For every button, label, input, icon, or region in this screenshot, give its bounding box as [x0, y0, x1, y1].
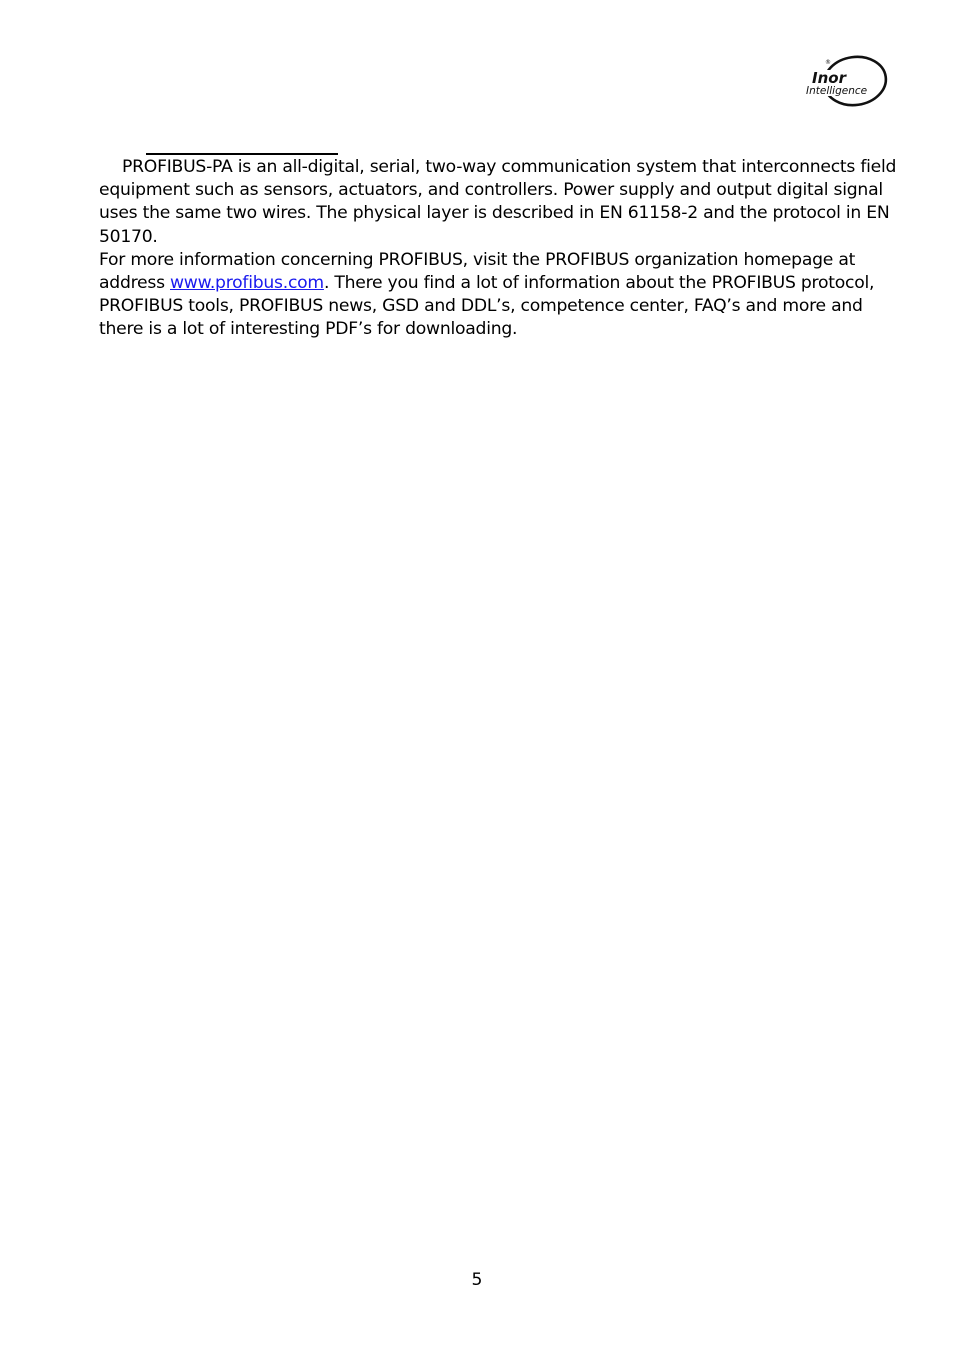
profibus-website-link[interactable]: www.profibus.com — [170, 273, 324, 294]
more-information-text: For more information concerning PROFIBUS, visit the PROFIBUS organization homepage at address — [99, 249, 856, 294]
inor-logo — [802, 52, 890, 110]
more-information-paragraph — [99, 249, 899, 342]
inor-logo-mark — [802, 52, 890, 110]
body-text — [99, 156, 899, 342]
more-information-text-continued: . There you find a lot of information about the PROFIBUS protocol, PROFIBUS tools, PROFIBUS news, GSD and DDL’s, competence center, FAQ’s and more and there is a lot of interesting PDF’s for downloading. — [99, 273, 875, 340]
logo-tagline: Intelligence — [806, 85, 868, 97]
footnote-divider — [146, 153, 338, 155]
page-number: 5 — [471, 1270, 483, 1290]
logo-registered-mark: ® — [825, 59, 831, 66]
profibus-description-paragraph: PROFIBUS-PA is an all-digital, serial, two-way communication system that interconnects field equipment such as sensors, actuators, and controllers. Power supply and output digital signal uses the same two wires. The physical layer is described in EN 61158-2 and the protocol in EN 50170. — [99, 157, 897, 247]
logo-name: Inor — [812, 69, 846, 87]
